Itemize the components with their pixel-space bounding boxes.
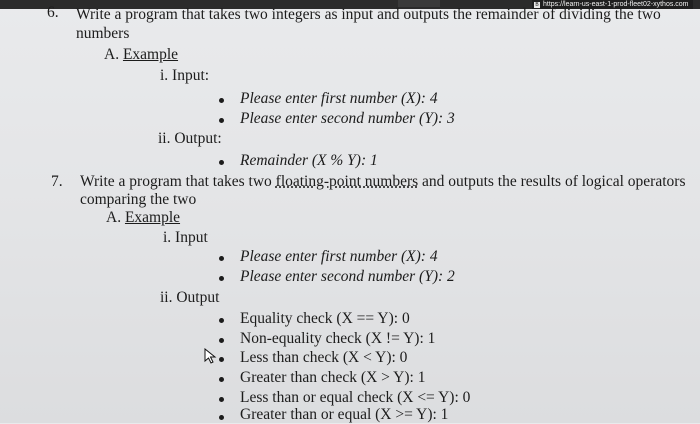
q6-text-line2: numbers <box>76 25 130 42</box>
bullet-icon <box>219 318 224 323</box>
mouse-cursor-icon <box>204 348 218 364</box>
bullet-icon <box>219 415 224 420</box>
bullet-icon <box>219 98 224 103</box>
q7-text-line2: comparing the two <box>80 191 197 208</box>
q7-number: 7. <box>51 173 63 190</box>
q7-output-item-6: Greater than or equal (X >= Y): 1 <box>240 406 449 423</box>
q7-input-item-2: Please enter second number (Y): 2 <box>240 268 455 285</box>
site-icon: B <box>535 1 539 8</box>
bullet-icon <box>219 357 224 362</box>
q6-output-item-1: Remainder (X % Y): 1 <box>240 152 378 169</box>
bullet-icon <box>219 256 224 261</box>
q6-text-line1: Write a program that takes two integers as input and outputs the remainder of dividing the two <box>76 6 661 23</box>
bullet-icon <box>219 377 224 382</box>
q6-input-label: i. Input: <box>160 67 210 84</box>
q7-output-item-5: Less than or equal check (X <= Y): 0 <box>240 389 471 406</box>
q7-text-part-a: Write a program that takes two <box>80 173 276 190</box>
bullet-icon <box>219 276 224 281</box>
q7-output-item-2: Non-equality check (X != Y): 1 <box>240 330 436 347</box>
url-text: https://learn-us-east-1-prod-fleet02-xythos.com <box>543 1 689 8</box>
q7-input-label: i. Input <box>163 229 208 246</box>
q6-input-item-1: Please enter first number (X): 4 <box>240 90 438 107</box>
q7-output-item-4: Greater than check (X > Y): 1 <box>240 369 426 386</box>
q7-input-item-1: Please enter first number (X): 4 <box>240 248 438 265</box>
bullet-icon <box>219 118 224 123</box>
bullet-icon <box>219 397 224 402</box>
q6-output-label: ii. Output: <box>158 130 222 147</box>
q7-floating-point-link[interactable]: floating-point numbers <box>275 173 419 190</box>
bullet-icon <box>219 160 224 165</box>
q7-text-line1 <box>80 173 685 191</box>
q6-input-item-2: Please enter second number (Y): 3 <box>240 110 455 127</box>
q7-output-label: ii. Output <box>160 289 220 306</box>
q6-number: 6. <box>47 4 59 21</box>
q7-text-part-b: and outputs the results of logical operators <box>418 173 686 190</box>
q7-output-item-1: Equality check (X == Y): 0 <box>240 310 410 327</box>
q7-example-label: A. Example <box>106 209 181 226</box>
bullet-icon <box>219 338 224 343</box>
q7-output-item-3: Less than check (X < Y): 0 <box>240 349 408 366</box>
q6-example-label: A. Example <box>104 46 179 63</box>
